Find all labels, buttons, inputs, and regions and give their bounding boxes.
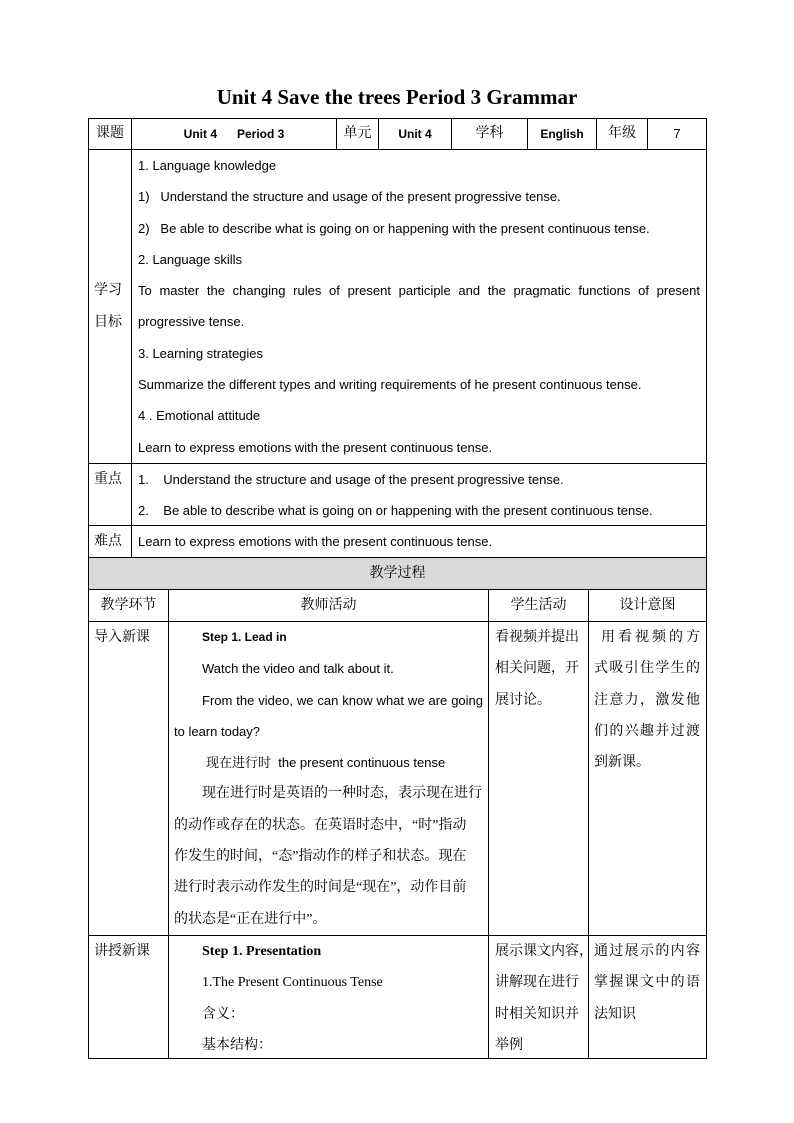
header-teacher-activity: 教师活动 — [169, 590, 489, 622]
design-line: 到新课。 — [594, 755, 650, 771]
key-points-label: 重点 — [94, 472, 122, 487]
student-activity-cell — [489, 936, 593, 1059]
student-line: 看视频并提出 — [495, 630, 579, 645]
design-line: 注意力，激发他 — [594, 692, 700, 708]
student-activity-cell — [489, 622, 589, 936]
teacher-line: 现在进行时是英语的一种时态，表示现在进行 — [202, 786, 482, 802]
teacher-line: 进行时表示动作发生的时间是“现在”，动作目前 — [174, 880, 467, 896]
objectives-label: 学习目标 — [94, 283, 122, 330]
design-intent-cell — [589, 622, 707, 936]
stage-cell — [89, 622, 169, 936]
info-row — [89, 119, 707, 150]
process-title-row — [89, 558, 707, 590]
unit-label: 单元 — [337, 119, 379, 150]
teacher-line: 含义： — [202, 1006, 244, 1022]
key-points-row — [89, 464, 707, 526]
objective-line: Learn to express emotions with the present continuous tense. — [138, 439, 493, 455]
stage-label: 导入新课 — [94, 630, 150, 645]
student-line: 讲解现在进行 — [495, 975, 579, 991]
teacher-line: Watch the video and talk about it. — [202, 661, 394, 677]
objective-line: 4 . Emotional attitude — [138, 408, 261, 424]
difficult-points-label: 难点 — [94, 534, 122, 549]
header-design-intent: 设计意图 — [589, 590, 707, 622]
teacher-line: 的动作或存在的状态。在英语时态中，“时”指动 — [174, 817, 467, 833]
design-line: 们的兴趣并过渡 — [594, 723, 700, 739]
subject-label: 学科 — [452, 119, 528, 150]
objectives-content — [132, 150, 707, 464]
objective-line: 1) Understand the structure and usage of the present progressive tense. — [138, 189, 561, 205]
teacher-line: 作发生的时间，“态”指动作的样子和状态。现在 — [174, 849, 467, 865]
objective-line: To master the changing rules of present participle and the pragmatic functions of present — [138, 283, 700, 299]
objectives-label-cell — [89, 150, 132, 464]
teacher-line: 1.The Present Continuous Tense — [202, 975, 383, 991]
objective-line: 2. Language skills — [138, 251, 243, 267]
objectives-row — [89, 150, 707, 464]
difficult-points-row — [89, 526, 707, 558]
header-student-activity: 学生活动 — [489, 590, 589, 622]
key-points-label-cell — [89, 464, 132, 526]
grade-value: 7 — [648, 119, 707, 150]
student-line: 相关问题，开 — [495, 661, 579, 677]
objective-line: Summarize the different types and writing requirements of he present continuous tense. — [138, 377, 642, 393]
student-line: 时相关知识并 — [495, 1006, 579, 1022]
difficult-points-content — [132, 526, 707, 558]
subject-value: English — [528, 119, 597, 150]
topic-label: 课题 — [89, 119, 132, 150]
topic-value: Unit 4 Period 3 — [132, 119, 337, 150]
unit-value: Unit 4 — [379, 119, 452, 150]
grade-label: 年级 — [597, 119, 648, 150]
header-stage: 教学环节 — [89, 590, 169, 622]
difficult-points-label-cell — [89, 526, 132, 558]
step-heading: Step 1. Presentation — [202, 944, 322, 959]
teacher-line: 现在进行时 the present continuous tense — [206, 755, 446, 771]
stage-label: 讲授新课 — [94, 944, 150, 959]
process-row-lead-in — [89, 622, 707, 936]
student-line: 展讨论。 — [495, 692, 551, 708]
process-title: 教学过程 — [89, 558, 707, 590]
key-points-content — [132, 464, 707, 526]
process-row-presentation — [89, 936, 707, 1059]
lesson-plan-table — [88, 118, 707, 1059]
process-header-row — [89, 590, 707, 622]
design-line: 式吸引住学生的 — [594, 661, 700, 677]
design-line: 用看视频的方 — [601, 630, 700, 645]
step-heading: Step 1. Lead in — [202, 630, 287, 644]
objective-line: 3. Learning strategies — [138, 345, 264, 361]
student-line: 举例 — [495, 1037, 523, 1053]
objective-line: 1. Language knowledge — [138, 158, 277, 173]
teacher-line: 基本结构： — [202, 1037, 272, 1053]
design-line: 通过展示的内容 — [594, 944, 700, 959]
teacher-activity-cell — [169, 936, 489, 1059]
objective-line: 2) Be able to describe what is going on or happening with the present continuous tense. — [138, 220, 650, 236]
objective-line: progressive tense. — [138, 314, 245, 330]
design-line: 法知识 — [594, 1006, 636, 1022]
difficult-point-line: Learn to express emotions with the present continuous tense. — [138, 534, 493, 549]
teacher-line: From the video, we can know what we are going — [202, 692, 483, 708]
document-title: Unit 4 Save the trees Period 3 Grammar — [216, 85, 578, 109]
teacher-line: 的状态是“正在进行中”。 — [174, 911, 327, 927]
teacher-line: to learn today? — [174, 723, 261, 739]
design-intent-cell — [589, 936, 707, 1059]
design-line: 掌握课文中的语 — [594, 975, 700, 991]
teacher-activity-cell — [169, 622, 489, 936]
key-point-line: 2. Be able to describe what is going on or happening with the present continuous tense. — [138, 503, 653, 519]
key-point-line: 1. Understand the structure and usage of the present progressive tense. — [138, 472, 564, 487]
stage-cell — [89, 936, 169, 1059]
student-line: 展示课文内容， — [495, 944, 593, 959]
